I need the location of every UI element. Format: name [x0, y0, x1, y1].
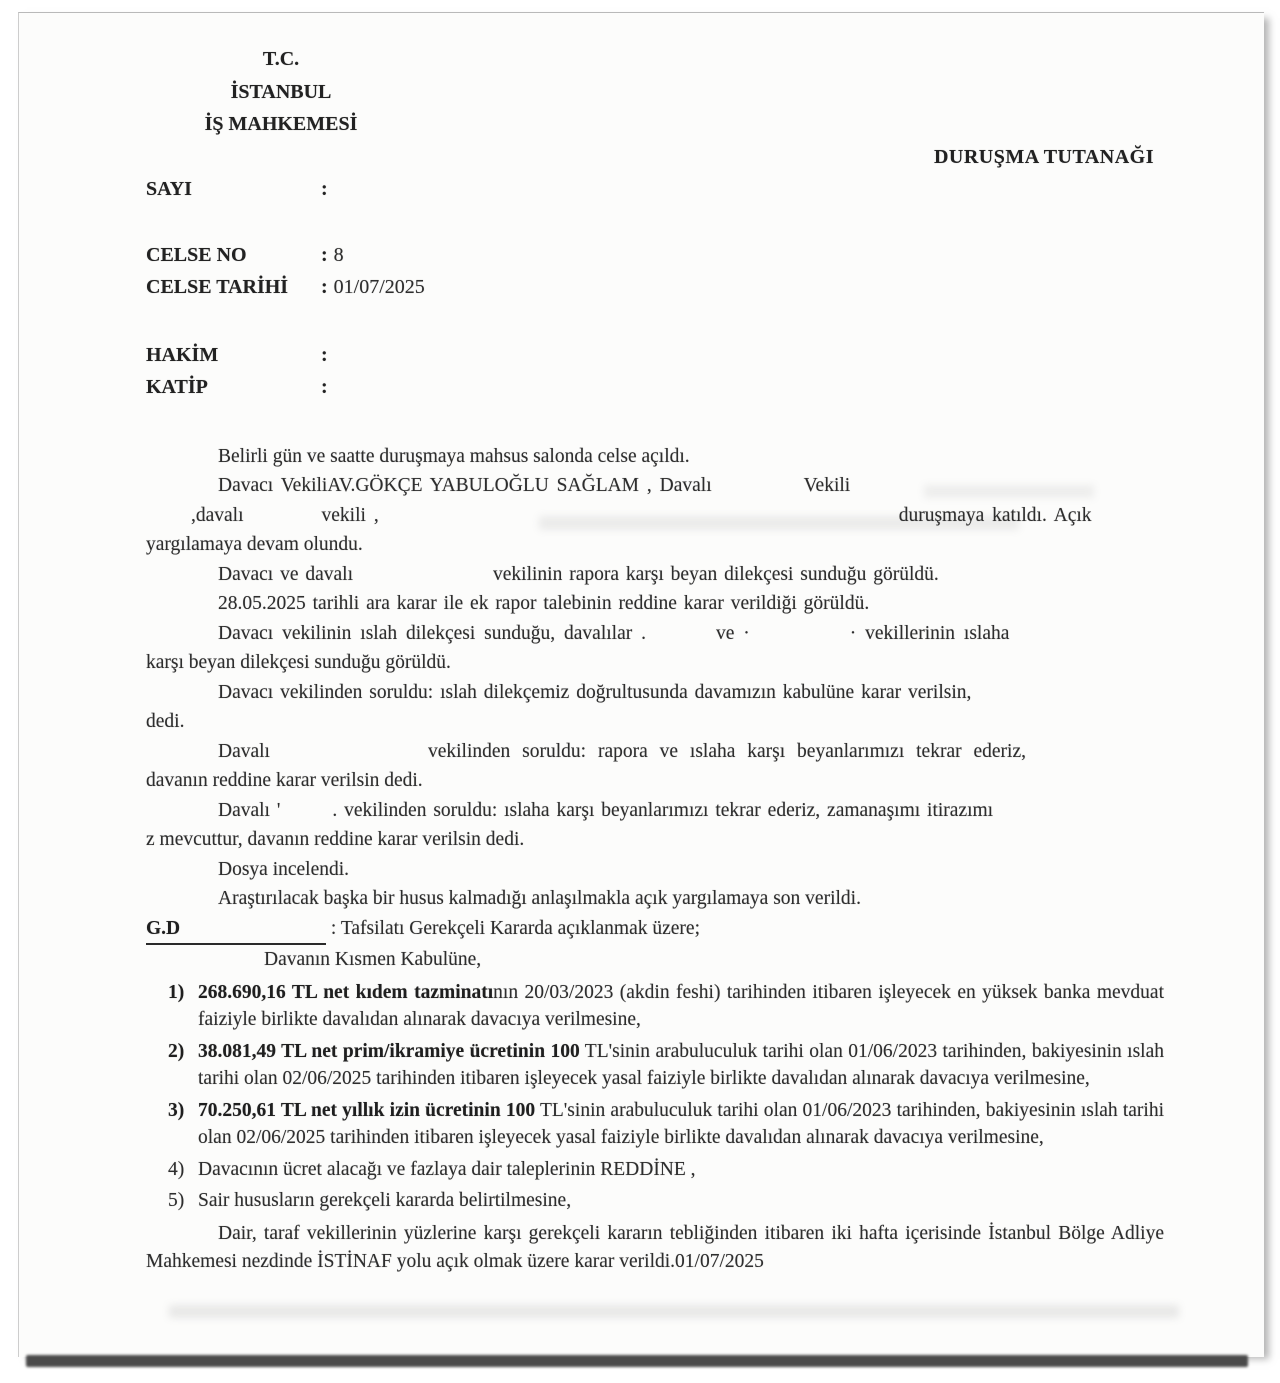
text-segment: duruşmaya katıldı. Açık	[898, 504, 1092, 526]
text-segment: G.D	[146, 914, 326, 946]
text-segment: davanın reddine karar verilsin dedi.	[146, 770, 423, 791]
text-line	[146, 737, 1164, 767]
text-segment: Belirli gün ve saatte duruşmaya mahsus salonda celse açıldı.	[218, 445, 690, 467]
text-line	[146, 914, 1164, 946]
text-segment: Davacı vekilinden soruldu: ıslah dilekçemiz doğrultusunda davamızın kabulüne karar verilsin,	[218, 681, 972, 703]
text-line	[146, 855, 1164, 885]
field-colon: :	[321, 243, 328, 266]
text-segment: ve ·	[715, 622, 750, 644]
ruling-text: Sair hususların gerekçeli kararda belirtilmesine,	[198, 1190, 572, 1211]
field-label: CELSE TARİHİ	[146, 276, 289, 298]
text-segment: Davacı ve davalı	[218, 563, 354, 585]
redacted-blank	[244, 520, 322, 521]
text-segment: Davanın Kısmen Kabulüne,	[264, 949, 482, 970]
text-segment: Davalı	[218, 740, 270, 762]
ruling-item	[146, 1097, 1164, 1152]
rulings	[146, 979, 1164, 1215]
text-line	[146, 560, 1164, 590]
text-segment: yargılamaya devam olundu.	[146, 534, 363, 555]
redacted-blank	[353, 579, 493, 580]
field-colon: :	[321, 178, 328, 200]
ruling-text: 268.690,16 TL net kıdem tazminatının 20/03/2023 (akdin feshi) tarihinden itibaren işleyecek en yüksek banka mevduat faiziyle birlikte davalıdan alınarak davacıya verilmesine,	[198, 981, 1165, 1030]
text-line	[146, 766, 1164, 796]
field-label: KATİP	[146, 376, 208, 398]
ruling-item	[146, 1156, 1164, 1184]
redacted-blank	[712, 490, 804, 491]
text-segment: . vekilinden soruldu: ıslaha karşı beyanlarımızı tekrar ederiz, zamanaşımı itirazımı	[332, 799, 994, 821]
ruling-item	[146, 1038, 1164, 1093]
court-header	[186, 43, 376, 141]
text-segment: dedi.	[146, 711, 185, 732]
ruling-number: 5)	[168, 1190, 185, 1211]
text-line	[146, 884, 1164, 914]
closing-paragraph: Dair, taraf vekillerinin yüzlerine karşı gerekçeli kararın tebliğinden itibaren iki hafta içerisinde İstanbul Bölge Adliye Mahkemesi nezdinde İSTİNAF yolu açık olmak üzere karar verildi.01/07/2025	[146, 1222, 1164, 1272]
text-line	[146, 648, 1164, 678]
text-line	[146, 442, 1164, 472]
text-segment: Davacı VekiliAV.GÖKÇE YABULOĞLU SAĞLAM , Davalı	[218, 475, 712, 496]
text-line	[146, 471, 1164, 501]
page-bottom-edge	[26, 1355, 1248, 1367]
redacted-blank	[280, 815, 332, 816]
text-line	[146, 825, 1164, 855]
ruling-text: 38.081,49 TL net prim/ikramiye ücretinin 100 TL'sinin arabuluculuk tarihi olan 01/06/2023 tarihinden, bakiyesinin ıslah tarihi olan 02/06/2025 tarihinden itibaren işleyecek yasal faiziyle birlikte davalıdan alınarak davacıya verilmesine,	[198, 1040, 1164, 1089]
document-content	[146, 13, 1164, 1276]
text-segment: · vekillerinin ıslaha	[849, 622, 1010, 644]
field-row-celse-tarihi	[146, 271, 1164, 304]
field-colon: :	[321, 276, 328, 298]
ruling-number: 3)	[168, 1099, 185, 1121]
text-segment: Araştırılacak başka bir husus kalmadığı anlaşılmakla açık yargılamaya son verildi.	[218, 888, 861, 909]
text-segment: : Tafsilatı Gerekçeli Kararda açıklanmak üzere;	[326, 917, 700, 939]
text-segment: z mevcuttur, davanın reddine karar verilsin dedi.	[146, 829, 525, 850]
ruling-number: 1)	[168, 981, 185, 1003]
court-header-city: İSTANBUL	[230, 80, 332, 103]
document-page	[18, 12, 1264, 1357]
text-segment: vekili ,	[321, 504, 379, 526]
text-segment: ,davalı	[191, 504, 244, 526]
field-row-katip	[146, 371, 1164, 404]
redacted-blank	[379, 520, 899, 521]
ruling-item	[146, 979, 1164, 1034]
text-line	[146, 945, 1164, 975]
text-segment: Vekili	[803, 475, 851, 496]
text-line	[146, 619, 1164, 649]
text-line	[146, 530, 1164, 560]
ruling-text: Davacının ücret alacağı ve fazlaya dair taleplerinin REDDİNE ,	[198, 1158, 696, 1180]
text-segment: vekilinin rapora karşı beyan dilekçesi sunduğu görüldü.	[493, 563, 939, 585]
field-label: SAYI	[146, 178, 192, 200]
text-segment: Davalı '	[218, 799, 281, 821]
text-segment: vekilinden soruldu: rapora ve ıslaha karşı beyanlarımızı tekrar ederiz,	[427, 740, 1026, 762]
redacted-blank	[270, 756, 428, 757]
text-segment: 28.05.2025 tarihli ara karar ile ek rapor talebinin reddine karar verildiği görüldü.	[218, 593, 870, 614]
field-label: CELSE NO	[146, 243, 247, 266]
field-row-sayi	[146, 173, 1164, 206]
text-line	[146, 589, 1164, 619]
field-value: 01/07/2025	[333, 276, 425, 298]
redacted-blank	[750, 638, 850, 639]
text-line	[146, 707, 1164, 737]
field-label: HAKİM	[146, 343, 219, 366]
text-line	[146, 501, 1164, 531]
text-line	[146, 796, 1164, 826]
text-segment: karşı beyan dilekçesi sunduğu görüldü.	[146, 652, 451, 673]
redaction-smudge	[169, 1305, 1179, 1318]
ruling-number: 2)	[168, 1040, 185, 1062]
court-header-name: İŞ MAHKEMESİ	[204, 113, 358, 135]
text-segment: Davacı vekilinin ıslah dilekçesi sunduğu, davalılar .	[218, 622, 646, 644]
body-lines	[146, 442, 1164, 975]
document-title: DURUŞMA TUTANAĞI	[933, 145, 1154, 168]
text-line	[146, 678, 1164, 708]
field-value: 8	[333, 243, 344, 266]
field-row-celse-no	[146, 239, 1164, 272]
court-header-tc: T.C.	[262, 48, 300, 70]
redacted-blank	[646, 638, 716, 639]
field-colon: :	[321, 343, 328, 366]
text-segment: Dosya incelendi.	[218, 858, 350, 880]
ruling-item	[146, 1187, 1164, 1215]
ruling-text: 70.250,61 TL net yıllık izin ücretinin 100 TL'sinin arabuluculuk tarihi olan 01/06/2023 tarihinden, bakiyesinin ıslah tarihi olan 02/06/2025 tarihinden itibaren işleyecek yasal faiziyle birlikte davalıdan alınarak davacıya verilmesine,	[198, 1099, 1165, 1148]
field-row-hakim	[146, 339, 1164, 372]
field-colon: :	[321, 376, 328, 398]
ruling-number: 4)	[168, 1158, 185, 1180]
